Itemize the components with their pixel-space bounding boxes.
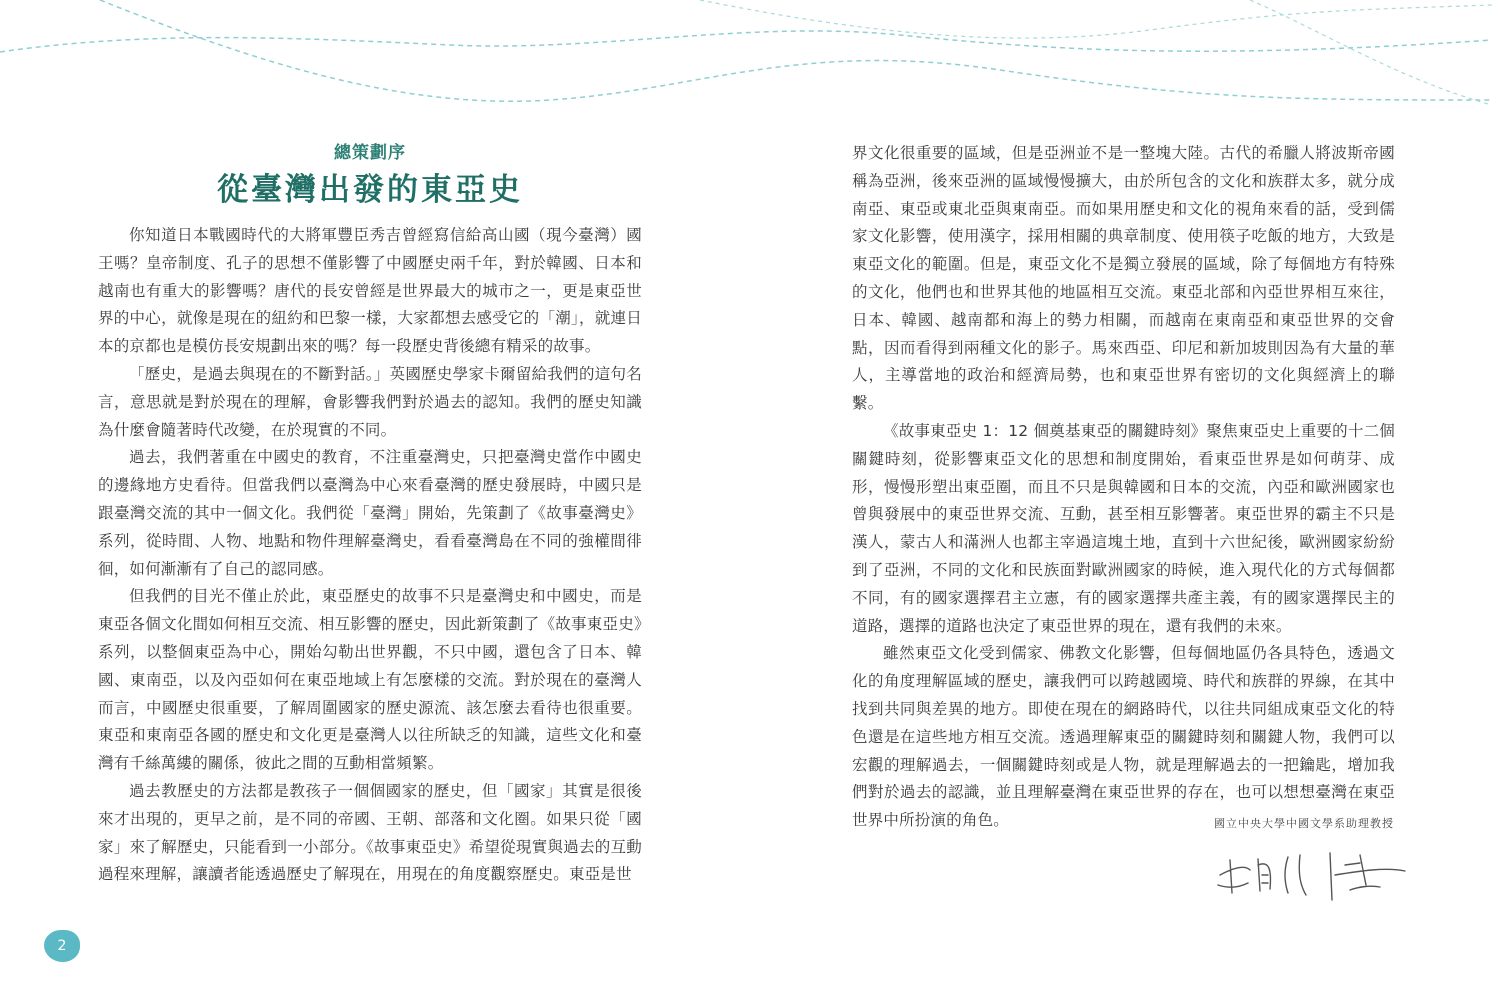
paragraph: 《故事東亞史 1：12 個奠基東亞的關鍵時刻》聚焦東亞史上重要的十二個關鍵時刻，從影響東亞文化的思想和制度開始，看東亞世界是如何萌芽、成形，慢慢形塑出東亞圈，而且不只是與韓國和日本的交流，內亞和歐洲國家也曾與發展中的東亞世界交流、互動，甚至相互影響著。東亞世界的霸主不只是漢人，蒙古人和滿洲人也都主宰過這塊土地，直到十六世紀後，歐洲國家紛紛到了亞洲，不同的文化和民族面對歐洲國家的時候，進入現代化的方式每個都不同，有的國家選擇君主立憲，有的國家選擇共產主義，有的國家選擇民主的道路，選擇的道路也決定了東亞世界的現在，還有我們的未來。 — [852, 421, 1395, 635]
paragraph: 但我們的目光不僅止於此，東亞歷史的故事不只是臺灣史和中國史，而是東亞各個文化間如何相互交流、相互影響的歷史，因此新策劃了《故事東亞史》系列，以整個東亞為中心，開始勾勒出世界觀，不只中國，還包含了日本、韓國、東南亞，以及內亞如何在東亞地域上有怎麼樣的交流。對於現在的臺灣人而言，中國歷史很重要，了解周圍國家的歷史源流、該怎麼去看待也很重要。東亞和東南亞各國的歷史和文化更是臺灣人以往所缺乏的知識，這些文化和臺灣有千絲萬縷的關係，彼此之間的互動相當頻繁。 — [98, 587, 642, 773]
author-affiliation: 國立中央大學中國文學系助理教授 — [1214, 817, 1394, 830]
page-title: 從臺灣出發的東亞史 — [217, 172, 523, 208]
paragraph: 你知道日本戰國時代的大將軍豐臣秀吉曾經寫信給高山國（現今臺灣）國王嗎？皇帝制度、孔子的思想不僅影響了中國歷史兩千年，對於韓國、日本和越南也有重大的影響嗎？唐代的長安曾經是世界最大的城市之一，更是東亞世界的中心，就像是現在的紐約和巴黎一樣，大家都想去感受它的「潮」，就連日本的京都也是模仿長安規劃出來的嗎？每一段歷史背後總有精采的故事。 — [98, 226, 642, 356]
author-signature — [1210, 845, 1410, 905]
paragraph: 界文化很重要的區域，但是亞洲並不是一整塊大陸。古代的希臘人將波斯帝國稱為亞洲，後來亞洲的區域慢慢擴大，由於所包含的文化和族群太多，就分成南亞、東亞或東北亞與東南亞。而如果用歷史和文化的視角來看的話，受到儒家文化影響，使用漢字，採用相關的典章制度、使用筷子吃飯的地方，大致是東亞文化的範圍。但是，東亞文化不是獨立發展的區域，除了每個地方有特殊的文化，他們也和世界其他的地區相互交流。東亞北部和內亞世界相互來往，日本、韓國、越南都和海上的勢力相關，而越南在東南亞和東亞世界的交會點，因而看得到兩種文化的影子。馬來西亞、印尼和新加坡則因為有大量的華人，主導當地的政治和經濟局勢，也和東亞世界有密切的文化與經濟上的聯繫。 — [852, 144, 1395, 413]
page-number-badge: 2 — [44, 930, 80, 962]
paragraph: 過去，我們著重在中國史的教育，不注重臺灣史，只把臺灣史當作中國史的邊緣地方史看待。但當我們以臺灣為中心來看臺灣的歷史發展時，中國只是跟臺灣交流的其中一個文化。我們從「臺灣」開始，先策劃了《故事臺灣史》系列，從時間、人物、地點和物件理解臺灣史，看看臺灣島在不同的強權間徘徊，如何漸漸有了自己的認同感。 — [98, 448, 642, 578]
wave-decoration — [0, 0, 1492, 120]
paragraph: 過去教歷史的方法都是教孩子一個個國家的歷史，但「國家」其實是很後來才出現的，更早之前，是不同的帝國、王朝、部落和文化圈。如果只從「國家」來了解歷史，只能看到一小部分。《故事東亞史》希望從現實與過去的互動過程來理解，讓讀者能透過歷史了解現在，用現在的角度觀察歷史。東亞是世 — [98, 781, 642, 884]
paragraph: 雖然東亞文化受到儒家、佛教文化影響，但每個地區仍各具特色，透過文化的角度理解區域的歷史，讓我們可以跨越國境、時代和族群的界線，在其中找到共同與差異的地方。即使在現在的網路時代，以往共同組成東亞文化的特色還是在這些地方相互交流。透過理解東亞的關鍵時刻和關鍵人物，我們可以宏觀的理解過去，一個關鍵時刻或是人物，就是理解過去的一把鑰匙，增加我們對於過去的認識，並且理解臺灣在東亞世界的存在，也可以想想臺灣在東亞世界中所扮演的角色。 — [852, 644, 1395, 830]
section-kicker: 總策劃序 — [334, 143, 406, 163]
paragraph: 「歷史，是過去與現在的不斷對話。」英國歷史學家卡爾留給我們的這句名言，意思就是對於現在的理解，會影響我們對於過去的認知。我們的歷史知識為什麼會隨著時代改變，在於現實的不同。 — [98, 364, 642, 439]
left-column — [98, 138, 642, 889]
right-column — [852, 140, 1395, 835]
